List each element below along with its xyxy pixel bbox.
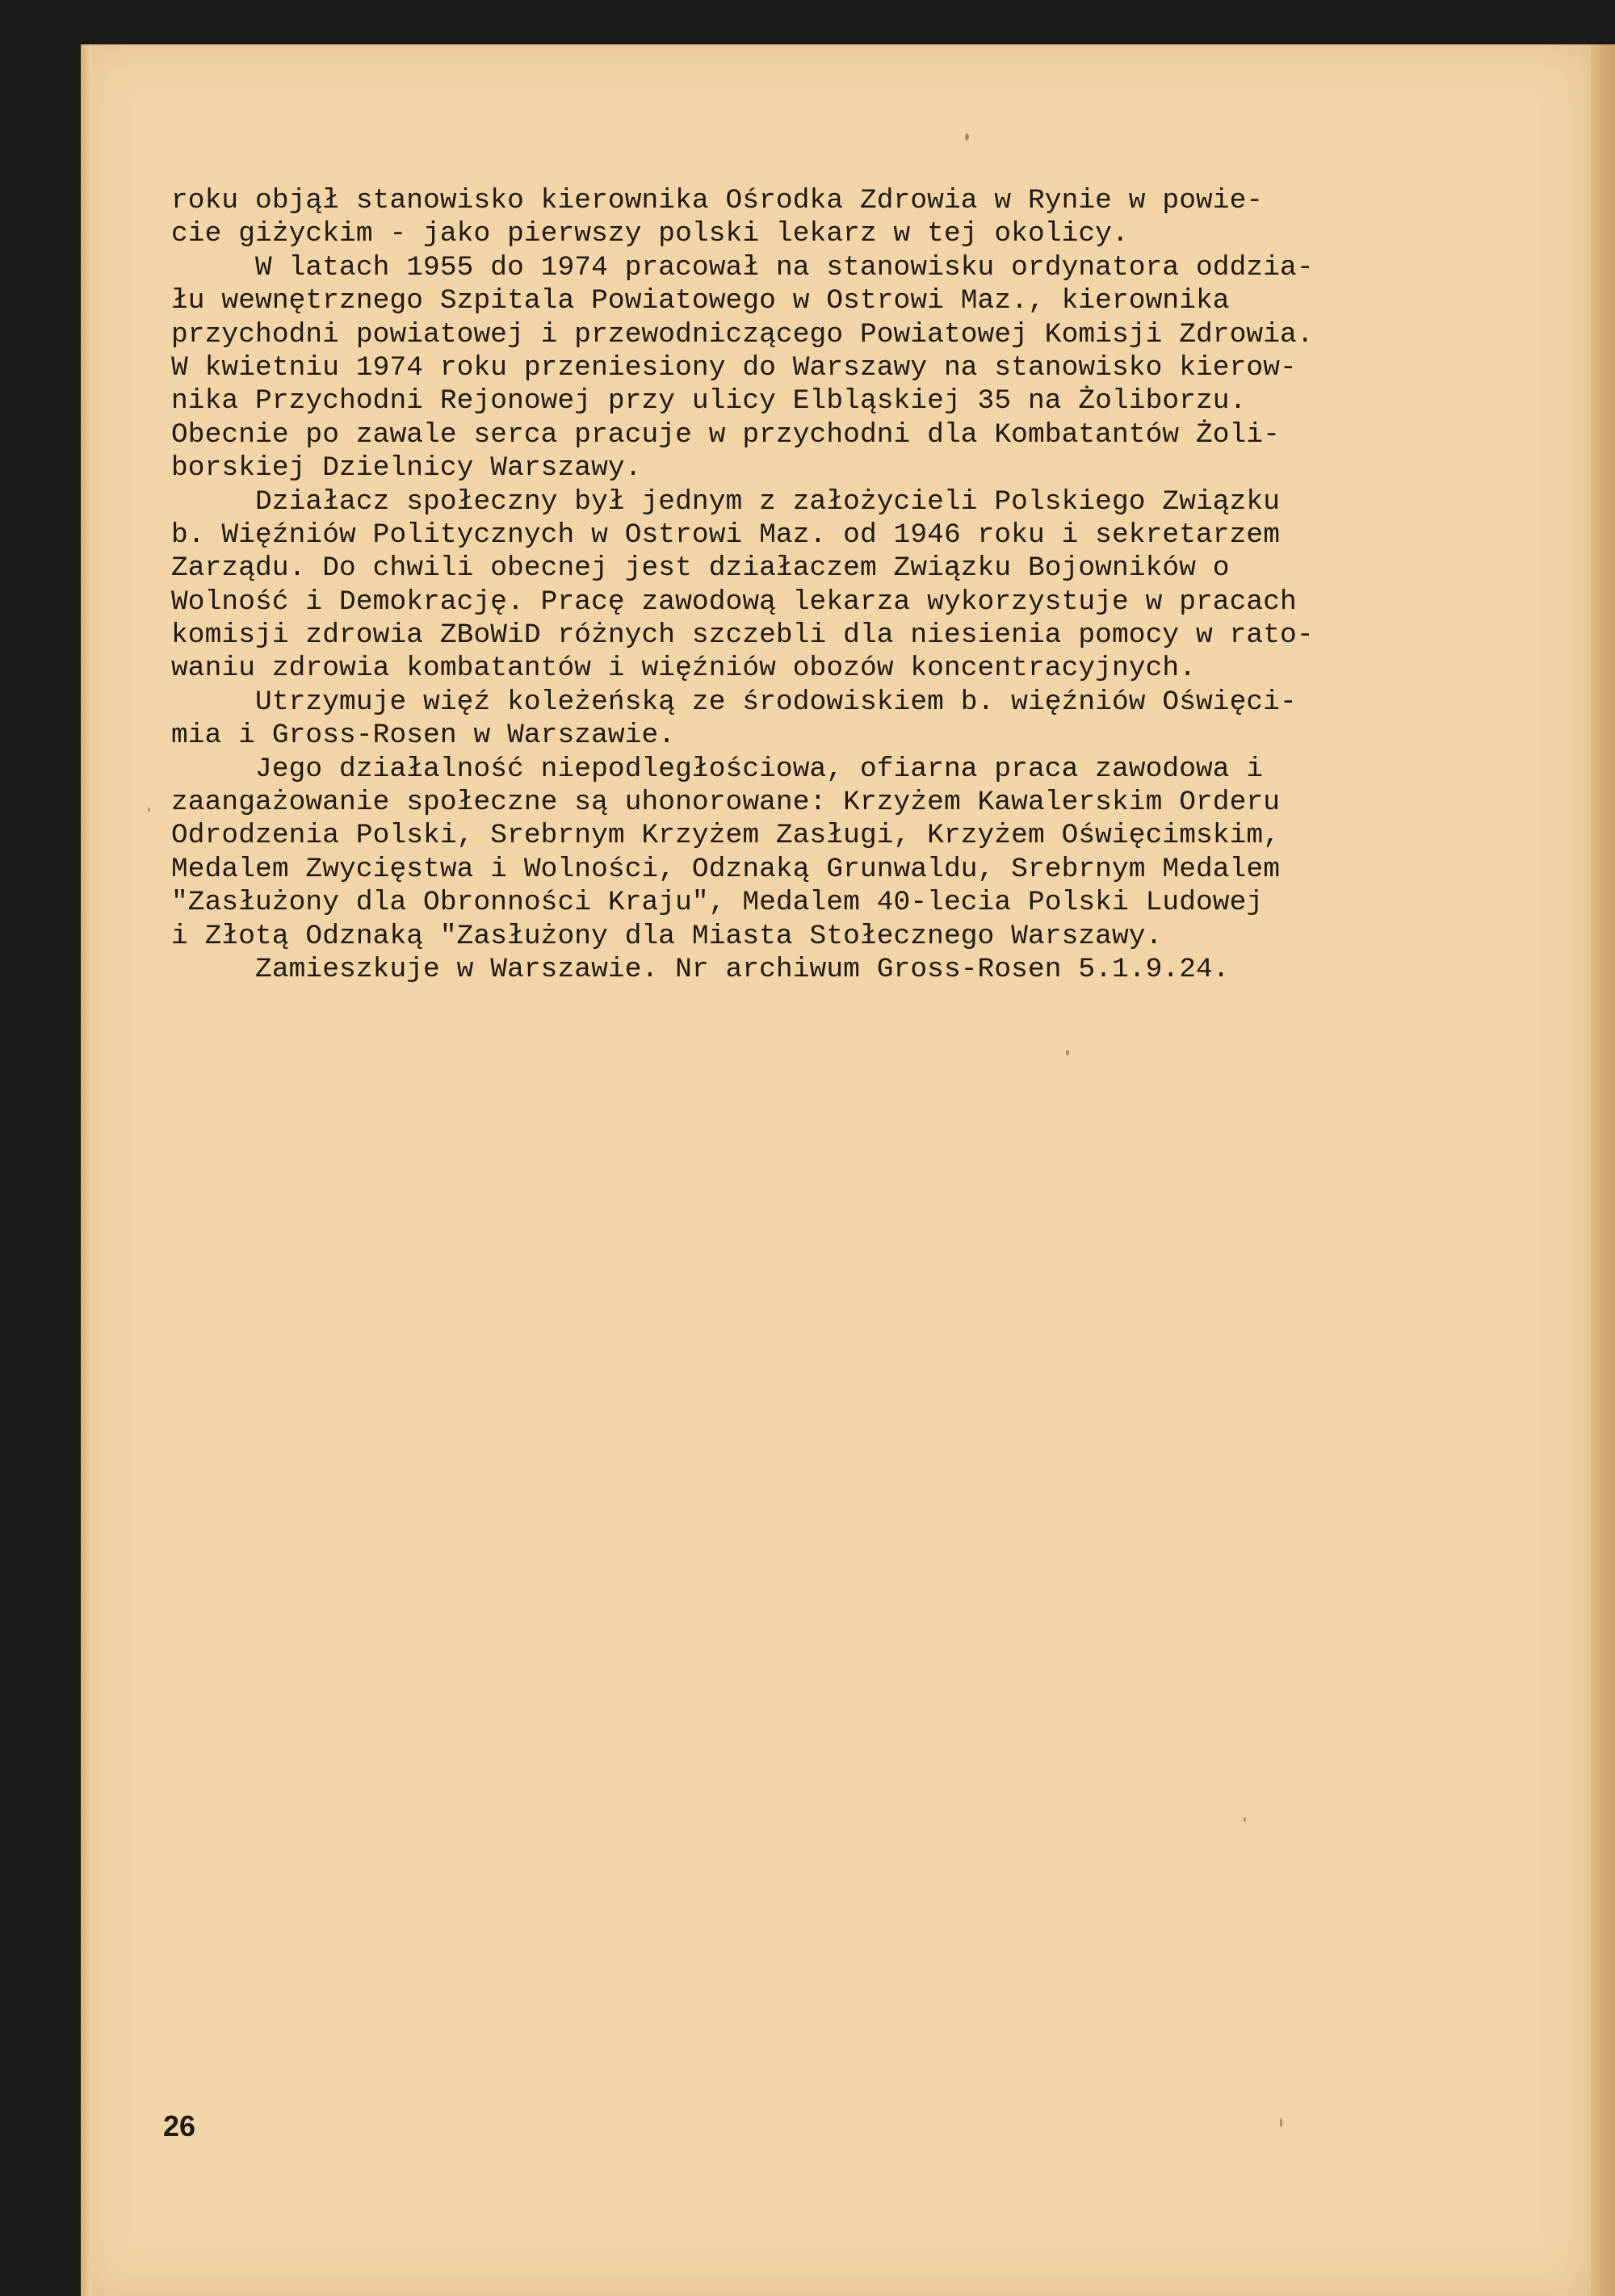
text-line: borskiej Dzielnicy Warszawy.	[171, 452, 642, 485]
text-line: łu wewnętrznego Szpitala Powiatowego w Ostrowi Maz., kierownika	[171, 285, 1230, 317]
text-line: zaangażowanie społeczne są uhonorowane: Krzyżem Kawalerskim Orderu	[171, 787, 1281, 819]
text-line: Jego działalność niepodległościowa, ofiarna praca zawodowa i	[171, 753, 1264, 785]
text-line: Zarządu. Do chwili obecnej jest działaczem Związku Bojowników o	[171, 552, 1230, 585]
text-line: nika Przychodni Rejonowej przy ulicy Elbląskiej 35 na Żoliborzu.	[171, 385, 1247, 418]
text-line: i Złotą Odznaką "Zasłużony dla Miasta Stołecznego Warszawy.	[171, 920, 1163, 952]
text-line: Utrzymuje więź koleżeńską ze środowiskiem b. więźniów Oświęci-	[171, 686, 1297, 718]
text-line: "Zasłużony dla Obronności Kraju", Medalem 40-lecia Polski Ludowej	[171, 887, 1264, 919]
text-line: Odrodzenia Polski, Srebrnym Krzyżem Zasługi, Krzyżem Oświęcimskim,	[171, 820, 1281, 852]
text-line: Medalem Zwycięstwa i Wolności, Odznaką Grunwaldu, Srebrnym Medalem	[171, 853, 1281, 885]
text-line: mia i Gross-Rosen w Warszawie.	[171, 720, 676, 752]
text-line: W latach 1955 do 1974 pracował na stanowisku ordynatora oddzia-	[171, 251, 1314, 283]
text-line: b. Więźniów Politycznych w Ostrowi Maz. od 1946 roku i sekretarzem	[171, 518, 1281, 551]
paper-speck	[1244, 1817, 1246, 1822]
typewritten-text-block	[171, 184, 1479, 986]
page-number: 26	[163, 2109, 196, 2143]
text-line: waniu zdrowia kombatantów i więźniów obozów koncentracyjnych.	[171, 653, 1197, 685]
paper-speck	[1066, 1050, 1069, 1056]
text-line: cie giżyckim - jako pierwszy polski lekarz w tej okolicy.	[171, 218, 1129, 250]
page-edge-left	[81, 44, 92, 2296]
text-line: przychodni powiatowej i przewodniczącego Powiatowej Komisji Zdrowia.	[171, 318, 1314, 350]
text-line: Działacz społeczny był jednym z założycieli Polskiego Związku	[171, 485, 1281, 518]
text-line: Wolność i Demokrację. Pracę zawodową lekarza wykorzystuje w pracach	[171, 586, 1297, 618]
text-line: Obecnie po zawale serca pracuje w przychodni dla Kombatantów Żoli-	[171, 418, 1281, 451]
paper-speck	[965, 133, 969, 141]
text-line: W kwietniu 1974 roku przeniesiony do Warszawy na stanowisko kierow-	[171, 351, 1297, 384]
paper-speck	[148, 808, 150, 812]
text-line: Zamieszkuje w Warszawie. Nr archiwum Gross-Rosen 5.1.9.24.	[171, 953, 1230, 985]
paper-speck	[1280, 2118, 1282, 2127]
text-line: roku objął stanowisko kierownika Ośrodka Zdrowia w Rynie w powie-	[171, 185, 1264, 216]
text-line: komisji zdrowia ZBoWiD różnych szczebli dla niesienia pomocy w rato-	[171, 619, 1314, 652]
